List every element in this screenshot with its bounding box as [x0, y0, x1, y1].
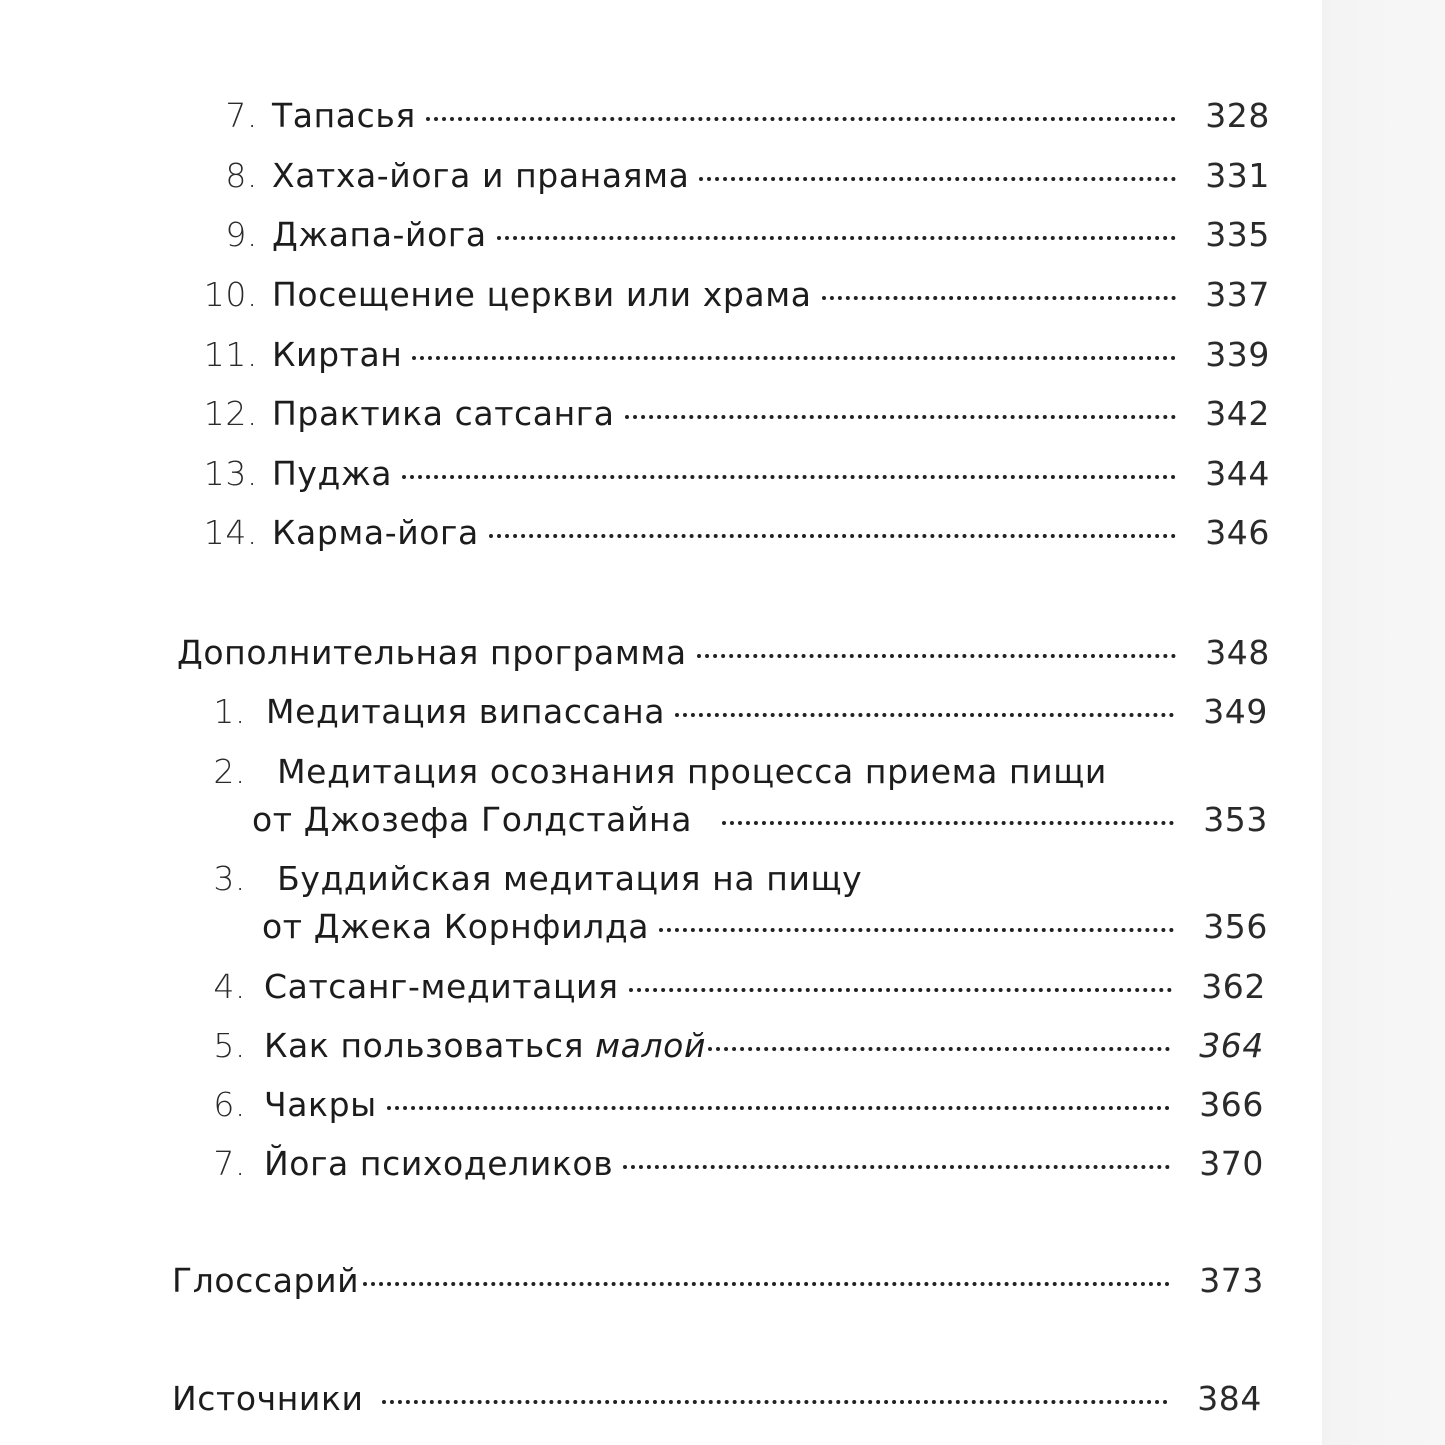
toc-entry-page: 370	[1199, 1144, 1264, 1183]
toc-entry-title: Тапасья	[272, 96, 416, 135]
toc-entry-first-line[interactable]	[196, 857, 862, 901]
toc-entry-title: Джапа-йога	[272, 215, 487, 254]
dot-leader	[699, 176, 1176, 181]
toc-entry[interactable]	[200, 213, 1270, 257]
dot-leader	[489, 533, 1176, 538]
toc-entry-page: 364	[1199, 1026, 1264, 1065]
toc-entry-number: 9.	[225, 215, 258, 254]
toc-entry-title: Киртан	[272, 335, 403, 374]
dot-leader	[497, 235, 1176, 240]
toc-entry-title-line1: Медитация осознания процесса приема пищи	[277, 752, 1107, 791]
toc-entry-title-line1: Буддийская медитация на пищу	[277, 859, 863, 898]
toc-entry-title: Сатсанг-медитация	[264, 967, 619, 1006]
toc-entry[interactable]	[196, 965, 1266, 1009]
toc-entry-page: 342	[1205, 394, 1270, 433]
toc-entry-number: 3.	[213, 859, 246, 898]
toc-entry-page: 328	[1205, 96, 1270, 135]
toc-entry-number: 2.	[213, 752, 246, 791]
dot-leader	[623, 1164, 1170, 1169]
toc-entry[interactable]	[200, 333, 1270, 377]
toc-entry-number: 11.	[203, 335, 258, 374]
toc-entry[interactable]	[196, 1142, 1264, 1186]
toc-entry-number: 13.	[203, 454, 258, 493]
toc-section-title: Источники	[172, 1379, 364, 1418]
toc-entry-title: Хатха-йога и пранаяма	[272, 156, 690, 195]
toc-entry-page: 346	[1205, 513, 1270, 552]
toc-entry-title: Йога психоделиков	[264, 1144, 614, 1183]
toc-entry-page: 339	[1205, 335, 1270, 374]
dot-leader	[708, 1046, 1170, 1051]
toc-section-entry[interactable]	[172, 1259, 1264, 1303]
toc-entry-number: 7.	[225, 96, 258, 135]
dot-leader	[387, 1105, 1170, 1110]
toc-entry-second-line[interactable]	[262, 905, 1268, 949]
toc-entry-number: 12.	[203, 394, 258, 433]
toc-section-title: Дополнительная программа	[177, 633, 687, 672]
toc-section-entry[interactable]	[177, 631, 1270, 675]
dot-leader	[382, 1399, 1168, 1404]
toc-entry-page: 362	[1201, 967, 1266, 1006]
toc-section-page: 384	[1197, 1379, 1262, 1418]
toc-entry[interactable]	[200, 511, 1270, 555]
toc-entry-title: Чакры	[264, 1085, 377, 1124]
dot-leader	[412, 355, 1176, 360]
toc-entry-page: 344	[1205, 454, 1270, 493]
dot-leader	[402, 474, 1176, 479]
toc-entry-number: 4.	[213, 967, 246, 1006]
toc-entry-title-plain: Как пользоваться	[264, 1026, 596, 1065]
toc-entry-title	[264, 1024, 706, 1068]
toc-entry-title: Пуджа	[272, 454, 393, 493]
toc-section-page: 373	[1199, 1261, 1264, 1300]
dot-leader	[629, 987, 1172, 992]
toc-entry-page: 349	[1203, 692, 1268, 731]
toc-entry-title: Карма-йога	[272, 513, 479, 552]
toc-section-entry[interactable]	[172, 1377, 1262, 1421]
dot-leader	[625, 414, 1176, 419]
toc-entry-title-line2: от Джозефа Голдстайна	[252, 800, 693, 839]
dot-leader	[675, 712, 1174, 717]
toc-entry-number: 10.	[203, 275, 258, 314]
dot-leader	[363, 1281, 1170, 1286]
toc-entry-title: Медитация випассана	[266, 692, 666, 731]
toc-entry[interactable]	[196, 1024, 1264, 1068]
dot-leader	[697, 653, 1176, 658]
toc-entry[interactable]	[200, 273, 1270, 317]
toc-section-page: 348	[1205, 633, 1270, 672]
toc-entry-page: 356	[1203, 907, 1268, 946]
toc-entry-number: 8.	[225, 156, 258, 195]
toc-entry-page: 366	[1199, 1085, 1264, 1124]
page-edge-shadow	[1322, 0, 1445, 1445]
toc-entry-title-italic: малой	[595, 1026, 707, 1065]
toc-entry[interactable]	[200, 392, 1270, 436]
toc-entry[interactable]	[196, 690, 1268, 734]
toc-entry-number: 6.	[213, 1085, 246, 1124]
toc-entry-first-line[interactable]	[196, 750, 1107, 794]
toc-entry-number: 14.	[203, 513, 258, 552]
toc-entry-number: 7.	[213, 1144, 246, 1183]
dot-leader	[722, 820, 1174, 825]
toc-entry[interactable]	[196, 1083, 1264, 1127]
toc-entry-title-line2: от Джека Корнфилда	[262, 907, 650, 946]
toc-entry-title: Практика сатсанга	[272, 394, 615, 433]
toc-entry[interactable]	[200, 452, 1270, 496]
toc-entry-page: 353	[1203, 800, 1268, 839]
toc-entry-second-line[interactable]	[252, 798, 1268, 842]
toc-section-title: Глоссарий	[172, 1261, 360, 1300]
toc-entry[interactable]	[200, 94, 1270, 138]
toc-entry-page: 331	[1205, 156, 1270, 195]
dot-leader	[822, 295, 1176, 300]
toc-entry-number: 1.	[213, 692, 246, 731]
toc-entry[interactable]	[200, 154, 1270, 198]
toc-entry-page: 337	[1205, 275, 1270, 314]
dot-leader	[426, 116, 1176, 121]
dot-leader	[659, 927, 1174, 932]
toc-entry-page: 335	[1205, 215, 1270, 254]
toc-entry-title: Посещение церкви или храма	[272, 275, 812, 314]
toc-entry-number: 5.	[213, 1026, 246, 1065]
